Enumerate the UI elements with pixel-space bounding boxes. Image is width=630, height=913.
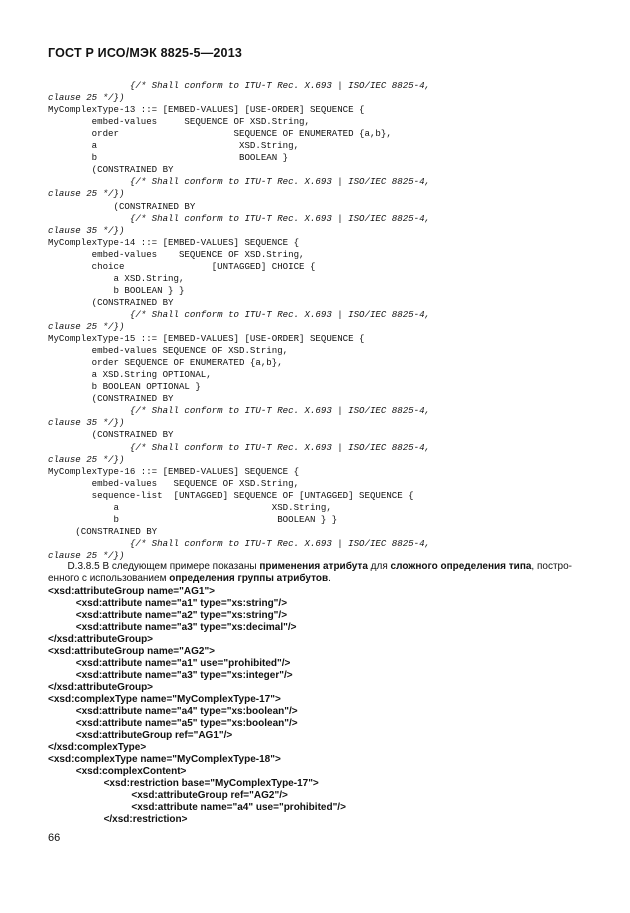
code-line: order SEQUENCE OF ENUMERATED {a,b}, (48, 128, 392, 140)
xsd-line: </xsd:attributeGroup> (48, 633, 154, 645)
xsd-line: <xsd:attribute name="a1" type="xs:string"/> (48, 597, 288, 609)
code-line: embed-values SEQUENCE OF XSD.String, (48, 248, 305, 260)
code-line: a XSD.String OPTIONAL, (48, 369, 212, 381)
code-line: MyComplexType-14 ::= [EMBED-VALUES] SEQUENCE { (48, 236, 300, 248)
code-line: order SEQUENCE OF ENUMERATED {a,b}, (48, 357, 283, 369)
paragraph-line-2 (48, 573, 331, 585)
xsd-line: <xsd:complexContent> (48, 766, 187, 778)
paragraph-text: для (367, 561, 391, 572)
xsd-line: <xsd:complexType name="MyComplexType-18"> (48, 754, 281, 766)
code-comment-line: {/* Shall conform to ITU-T Rec. X.693 | ISO/IEC 8825-4, (48, 308, 430, 320)
paragraph-bold-term: применения атрибута (259, 561, 368, 572)
paragraph-text: енного с использованием (48, 573, 170, 584)
code-line: (CONSTRAINED BY (48, 525, 158, 537)
xsd-line: </xsd:complexType> (48, 742, 147, 754)
code-line: choice [UNTAGGED] CHOICE { (48, 260, 316, 272)
xsd-line: <xsd:attribute name="a2" type="xs:string"/> (48, 609, 288, 621)
code-comment-line: {/* Shall conform to ITU-T Rec. X.693 | ISO/IEC 8825-4, (48, 176, 430, 188)
code-line: sequence-list [UNTAGGED] SEQUENCE OF [UNTAGGED] SEQUENCE { (48, 489, 414, 501)
xsd-line: <xsd:attributeGroup ref="AG2"/> (48, 790, 288, 802)
code-comment-line: {/* Shall conform to ITU-T Rec. X.693 | ISO/IEC 8825-4, (48, 441, 430, 453)
code-line: (CONSTRAINED BY (48, 296, 174, 308)
code-line: embed-values SEQUENCE OF XSD.String, (48, 345, 289, 357)
code-line: b BOOLEAN } (48, 152, 289, 164)
code-line: b BOOLEAN } } (48, 284, 185, 296)
code-line: b BOOLEAN OPTIONAL } (48, 381, 201, 393)
code-comment-line: {/* Shall conform to ITU-T Rec. X.693 | ISO/IEC 8825-4, (48, 537, 430, 549)
code-line: a XSD.String, (48, 501, 332, 513)
xsd-line: <xsd:attribute name="a3" type="xs:decimal"/> (48, 621, 297, 633)
paragraph-text: D.3.8.5 В следующем примере показаны (48, 561, 260, 572)
page-number: 66 (48, 832, 61, 844)
paragraph-text: , постро- (531, 561, 572, 572)
xsd-line: <xsd:attribute name="a1" use="prohibited"/> (48, 657, 291, 669)
code-line: a XSD.String, (48, 140, 300, 152)
xsd-line: </xsd:attributeGroup> (48, 681, 154, 693)
xsd-line: <xsd:attribute name="a3" type="xs:integer"/> (48, 669, 293, 681)
code-line: MyComplexType-16 ::= [EMBED-VALUES] SEQUENCE { (48, 465, 300, 477)
code-line: (CONSTRAINED BY (48, 429, 174, 441)
paragraph-text: . (328, 573, 331, 584)
xsd-line: <xsd:attributeGroup name="AG2"> (48, 645, 216, 657)
xsd-line: <xsd:attribute name="a4" type="xs:boolean"/> (48, 706, 298, 717)
code-comment-line: clause 35 */}) (48, 417, 125, 429)
code-comment-line: clause 25 */}) (48, 188, 125, 200)
code-line: embed-values SEQUENCE OF XSD.String, (48, 116, 310, 128)
code-comment-line: clause 25 */}) (48, 92, 125, 104)
code-line: a XSD.String, (48, 272, 185, 284)
code-line: MyComplexType-15 ::= [EMBED-VALUES] [USE-ORDER] SEQUENCE { (48, 333, 365, 345)
xsd-line: <xsd:attribute name="a4" use="prohibited"/> (48, 802, 346, 814)
code-line: embed-values SEQUENCE OF XSD.String, (48, 477, 300, 489)
code-line: b BOOLEAN } } (48, 513, 338, 525)
page-header-title: ГОСТ Р ИСО/МЭК 8825-5—2013 (48, 46, 243, 60)
code-line: (CONSTRAINED BY (48, 200, 196, 212)
code-line: (CONSTRAINED BY (48, 393, 174, 405)
code-comment-line: clause 25 */}) (48, 549, 125, 561)
xsd-line: <xsd:attributeGroup name="AG1"> (48, 585, 216, 597)
code-comment-line: clause 25 */}) (48, 321, 125, 332)
code-comment-line: {/* Shall conform to ITU-T Rec. X.693 | ISO/IEC 8825-4, (48, 405, 430, 417)
code-comment-line: clause 25 */}) (48, 453, 125, 465)
paragraph-bold-term: определения группы атрибутов (169, 573, 329, 584)
xsd-line: <xsd:attribute name="a5" type="xs:boolean"/> (48, 718, 298, 730)
code-comment-line: {/* Shall conform to ITU-T Rec. X.693 | ISO/IEC 8825-4, (48, 80, 430, 91)
paragraph-bold-term: сложного определения типа (390, 561, 532, 572)
xsd-line: <xsd:restriction base="MyComplexType-17"> (48, 778, 319, 790)
code-line: MyComplexType-13 ::= [EMBED-VALUES] [USE-ORDER] SEQUENCE { (48, 104, 365, 116)
code-comment-line: clause 35 */}) (48, 224, 125, 236)
code-line: (CONSTRAINED BY (48, 164, 174, 176)
xsd-line: <xsd:attributeGroup ref="AG1"/> (48, 730, 233, 742)
xsd-line: </xsd:restriction> (48, 814, 188, 826)
xsd-line: <xsd:complexType name="MyComplexType-17"> (48, 693, 281, 705)
paragraph-line-1 (48, 561, 572, 573)
code-comment-line: {/* Shall conform to ITU-T Rec. X.693 | ISO/IEC 8825-4, (48, 212, 430, 224)
